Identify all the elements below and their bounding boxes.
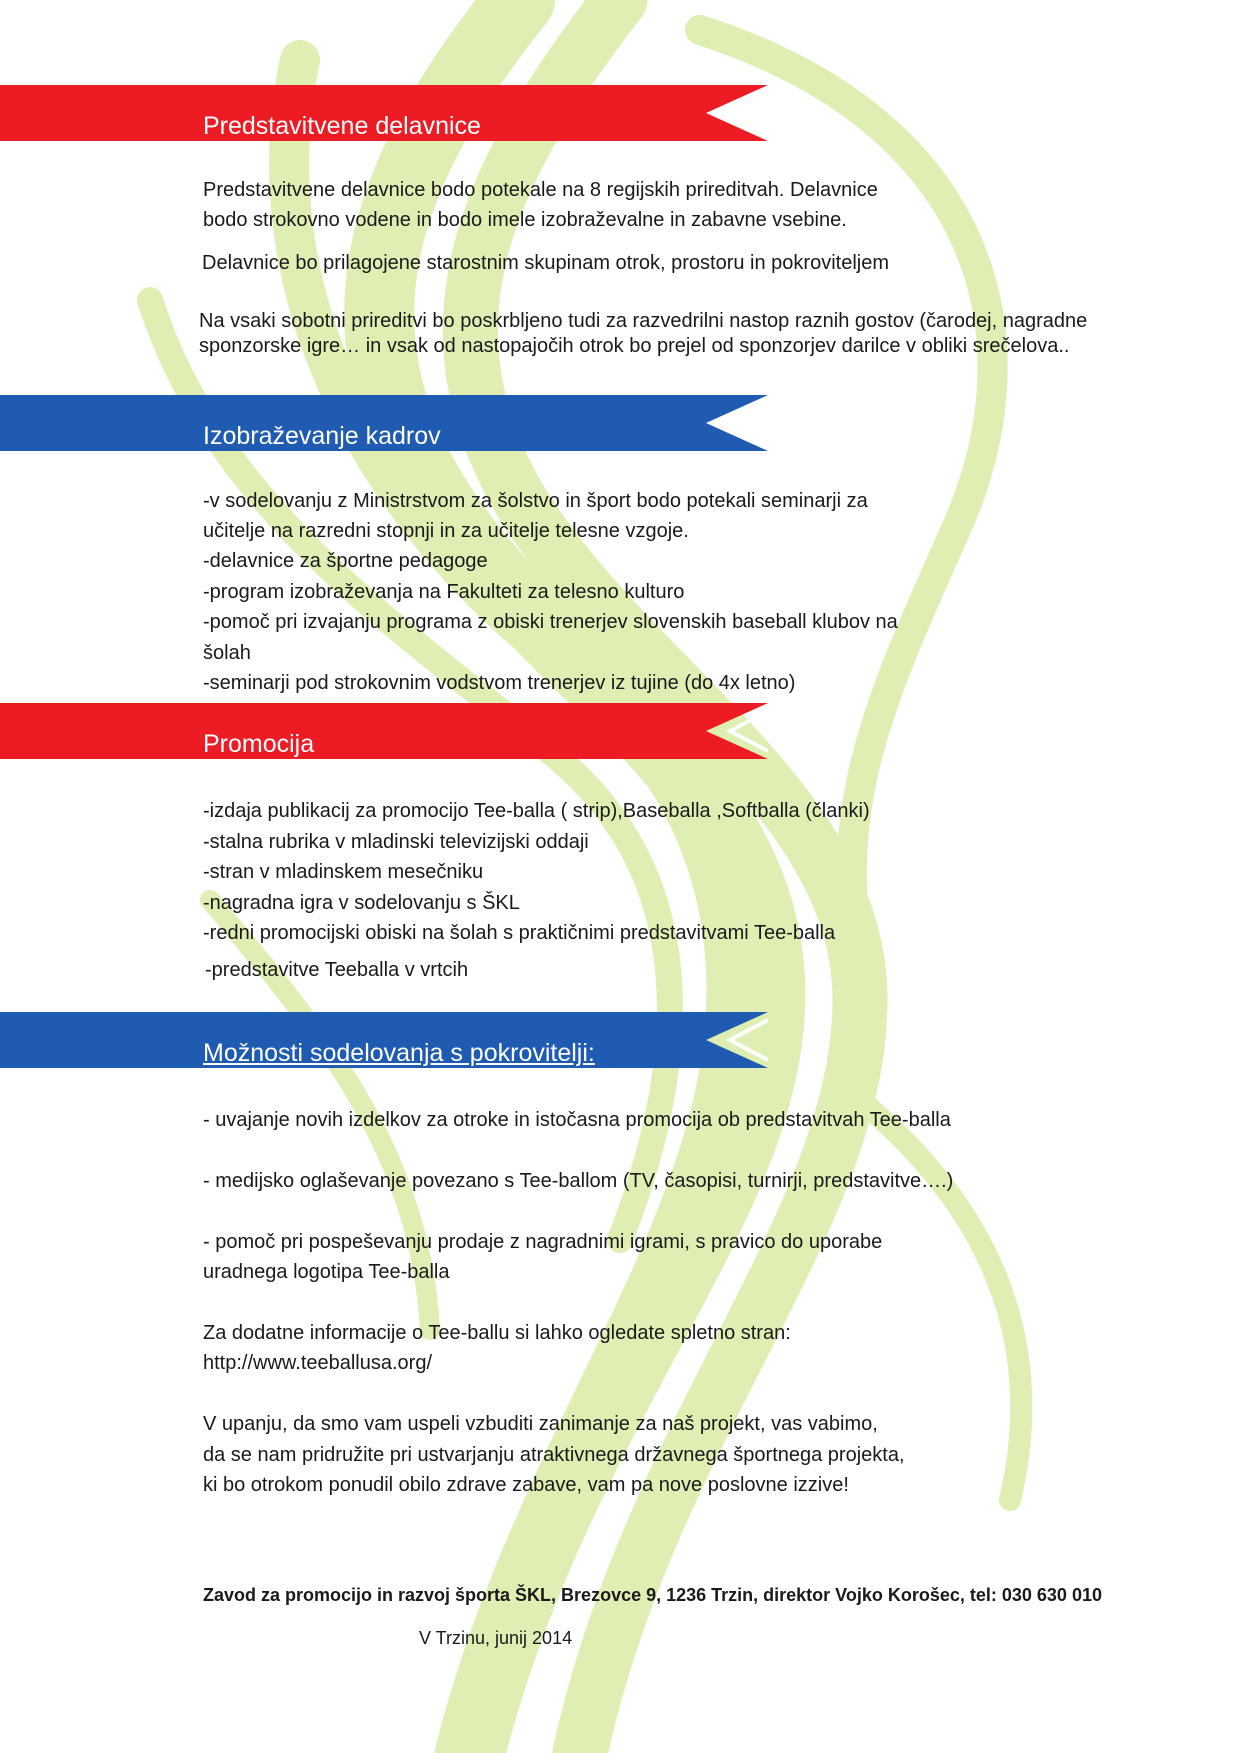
- body-line: bodo strokovno vodene in bodo imele izobraževalne in zabavne vsebine.: [203, 209, 847, 231]
- list-item: - medijsko oglaševanje povezano s Tee-ballom (TV, časopisi, turnirji, predstavitve….): [203, 1170, 954, 1192]
- closing-line: ki bo otrokom ponudil obilo zdrave zabave, vam pa nove poslovne izzive!: [203, 1474, 849, 1496]
- section-title: Izobraževanje kadrov: [203, 422, 441, 450]
- list-item: -nagradna igra v sodelovanju s ŠKL: [203, 892, 520, 914]
- closing-line: V upanju, da smo vam uspeli vzbuditi zanimanje za naš projekt, vas vabimo,: [203, 1413, 878, 1435]
- footer-contact: Zavod za promocijo in razvoj športa ŠKL, Brezovce 9, 1236 Trzin, direktor Vojko Korošec, tel: 030 630 010: [203, 1585, 1102, 1605]
- list-item: -stalna rubrika v mladinski televizijski oddaji: [203, 831, 589, 853]
- list-item: -delavnice za športne pedagoge: [203, 550, 488, 572]
- section-banner-izobrazevanje-kadrov: [0, 395, 768, 451]
- footer-date: V Trzinu, junij 2014: [419, 1628, 573, 1648]
- section-banner-promocija: [0, 703, 768, 759]
- section-banner-moznosti-sodelovanja: [0, 1012, 768, 1068]
- list-item: šolah: [203, 642, 251, 664]
- section-banner-predstavitvene-delavnice: [0, 85, 768, 141]
- list-item: -predstavitve Teeballa v vrtcih: [205, 959, 469, 981]
- list-item: uradnega logotipa Tee-balla: [203, 1261, 450, 1283]
- list-item: -program izobraževanja na Fakulteti za telesno kulturo: [203, 581, 685, 603]
- website-link[interactable]: http://www.teeballusa.org/: [203, 1352, 433, 1374]
- list-item: - uvajanje novih izdelkov za otroke in istočasna promocija ob predstavitvah Tee-balla: [203, 1109, 951, 1131]
- body-paragraph: Na vsaki sobotni prireditvi bo poskrbljeno tudi za razvedrilni nastop raznih gostov (čarodej, nagradne sponzorske igre… in vsak od nastopajočih otrok bo prejel od sponzorjev darilce v obliki srečelova..: [199, 310, 1088, 357]
- list-item: -seminarji pod strokovnim vodstvom trenerjev iz tujine (do 4x letno): [203, 672, 796, 694]
- section-title: Možnosti sodelovanja s pokrovitelji:: [203, 1039, 595, 1067]
- body-line: Delavnice bo prilagojene starostnim skupinam otrok, prostoru in pokroviteljem: [202, 252, 889, 274]
- list-item: -redni promocijski obiski na šolah s praktičnimi predstavitvami Tee-balla: [203, 922, 836, 944]
- list-item: -v sodelovanju z Ministrstvom za šolstvo in šport bodo potekali seminarji za: [203, 490, 868, 512]
- closing-line: da se nam pridružite pri ustvarjanju atraktivnega državnega športnega projekta,: [203, 1444, 905, 1466]
- list-item: - pomoč pri pospeševanju prodaje z nagradnimi igrami, s pravico do uporabe: [203, 1231, 883, 1253]
- list-item: -izdaja publikacij za promocijo Tee-balla ( strip),Baseballa ,Softballa (članki): [203, 800, 870, 822]
- info-line: Za dodatne informacije o Tee-ballu si lahko ogledate spletno stran:: [203, 1322, 791, 1344]
- banner-ribbon-red: [0, 703, 768, 759]
- list-item: -pomoč pri izvajanju programa z obiski trenerjev slovenskih baseball klubov na: [203, 611, 898, 633]
- section-title: Promocija: [203, 730, 315, 758]
- body-line: Predstavitvene delavnice bodo potekale na 8 regijskih prireditvah. Delavnice: [203, 179, 878, 201]
- section-title: Predstavitvene delavnice: [203, 112, 481, 140]
- list-item: -stran v mladinskem mesečniku: [203, 861, 484, 883]
- list-item: učitelje na razredni stopnji in za učitelje telesne vzgoje.: [203, 520, 689, 542]
